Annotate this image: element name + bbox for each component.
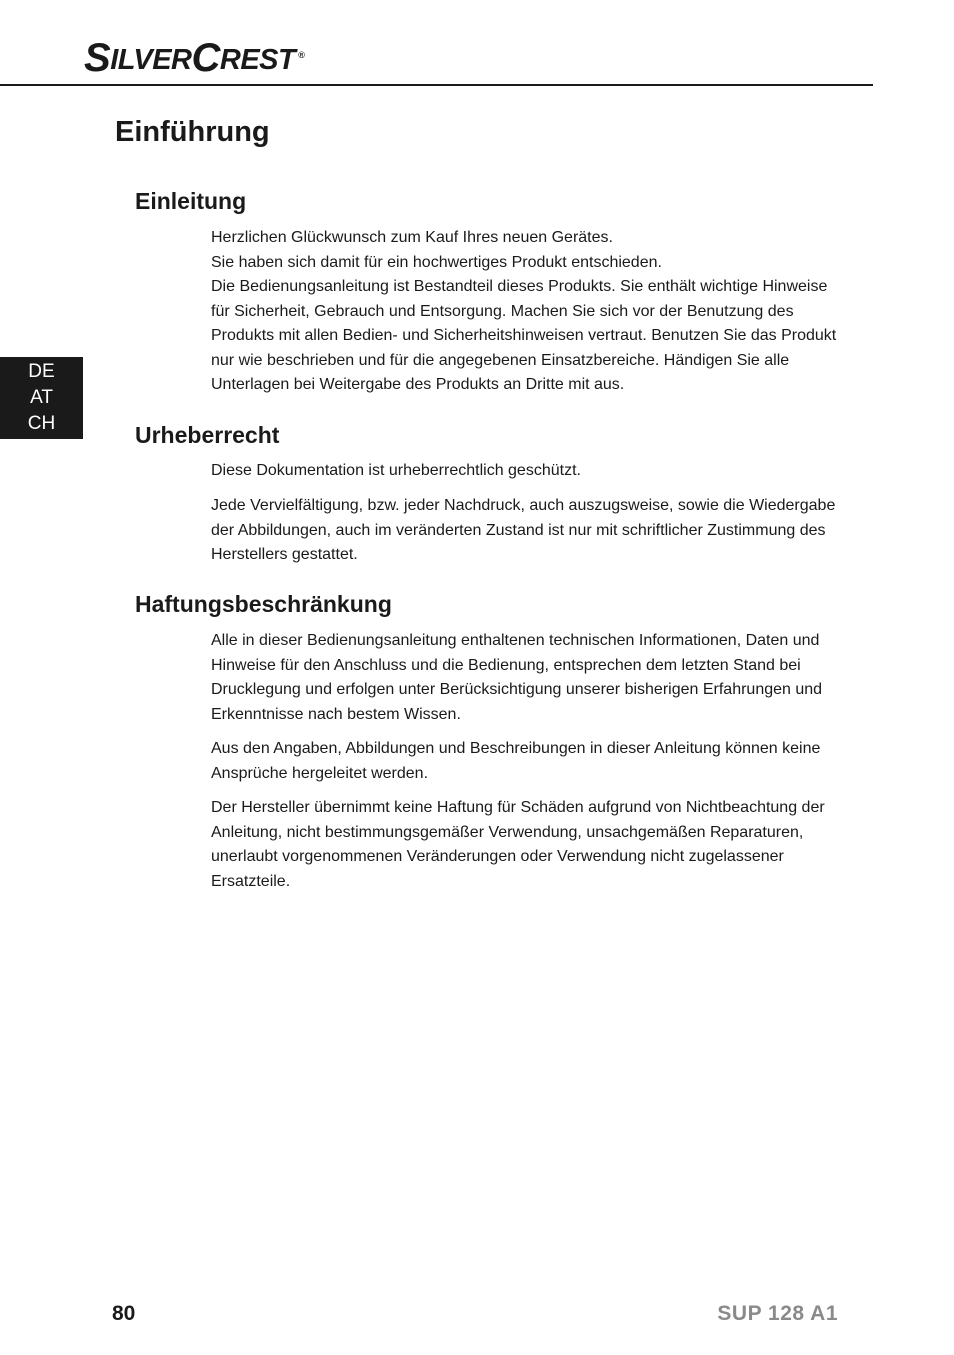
logo-letter-c: C [191, 36, 220, 80]
section-heading-urheberrecht: Urheberrecht [135, 422, 280, 448]
logo-letter-s: S [84, 36, 111, 80]
haftung-paragraph-3: Der Hersteller übernimmt keine Haftung für Schäden aufgrund von Nichtbeachtung der Anleitung, nicht bestimmungsgemäßer Verwendung, unsachgemäßen Reparaturen, unerlaubt vorgenommenen Veränderungen oder Verwendung nicht zugelassener Ersatzteile. [211, 799, 825, 890]
einleitung-paragraph-1: Herzlichen Glückwunsch zum Kauf Ihres neuen Gerätes. [211, 229, 613, 246]
silvercrest-logo [84, 38, 304, 78]
language-ch: CH [27, 413, 56, 434]
logo-letters-rest: REST [219, 44, 296, 76]
einleitung-paragraph-2: Sie haben sich damit für ein hochwertiges Produkt entschieden. [211, 254, 662, 271]
language-at: AT [30, 387, 53, 408]
header-divider [0, 84, 873, 86]
model-number: SUP 128 A1 [717, 1302, 838, 1325]
section-heading-einleitung: Einleitung [135, 188, 247, 214]
language-tab [0, 357, 83, 439]
page-number: 80 [112, 1302, 136, 1325]
language-de: DE [28, 361, 55, 382]
haftung-paragraph-1: Alle in dieser Bedienungsanleitung enthaltenen technischen Informationen, Daten und Hinweise für den Anschluss und die Bedienung, entsprechen dem letzten Stand bei Drucklegung und erfolgen unter Berücksichtigung unserer bisherigen Erfahrungen und Erkenntnisse nach bestem Wissen. [211, 632, 823, 723]
logo-letters-ilver: ILVER [110, 44, 192, 76]
section-heading-haftungsbeschraenkung: Haftungsbeschränkung [135, 591, 392, 617]
haftung-paragraph-2: Aus den Angaben, Abbildungen und Beschreibungen in dieser Anleitung können keine Ansprüche hergeleitet werden. [211, 740, 821, 782]
page-title: Einführung [115, 116, 270, 148]
einleitung-paragraph-3: Die Bedienungsanleitung ist Bestandteil dieses Produkts. Sie enthält wichtige Hinweise für Sicherheit, Gebrauch und Entsorgung. Machen Sie sich vor der Benutzung des Produkts mit allen Bedien- und Sicherheitshinweisen vertraut. Benutzen Sie das Produkt nur wie beschrieben und für die angegebenen Einsatzbereiche. Händigen Sie alle Unterlagen bei Weitergabe des Produkts an Dritte mit aus. [211, 278, 837, 394]
urheberrecht-paragraph-1: Diese Dokumentation ist urheberrechtlich geschützt. [211, 462, 581, 479]
urheberrecht-paragraph-2: Jede Vervielfältigung, bzw. jeder Nachdruck, auch auszugsweise, sowie die Wiedergabe der Abbildungen, auch im veränderten Zustand ist nur mit schriftlicher Zustimmung des Herstellers gestattet. [211, 497, 836, 564]
registered-mark: ® [298, 50, 305, 60]
